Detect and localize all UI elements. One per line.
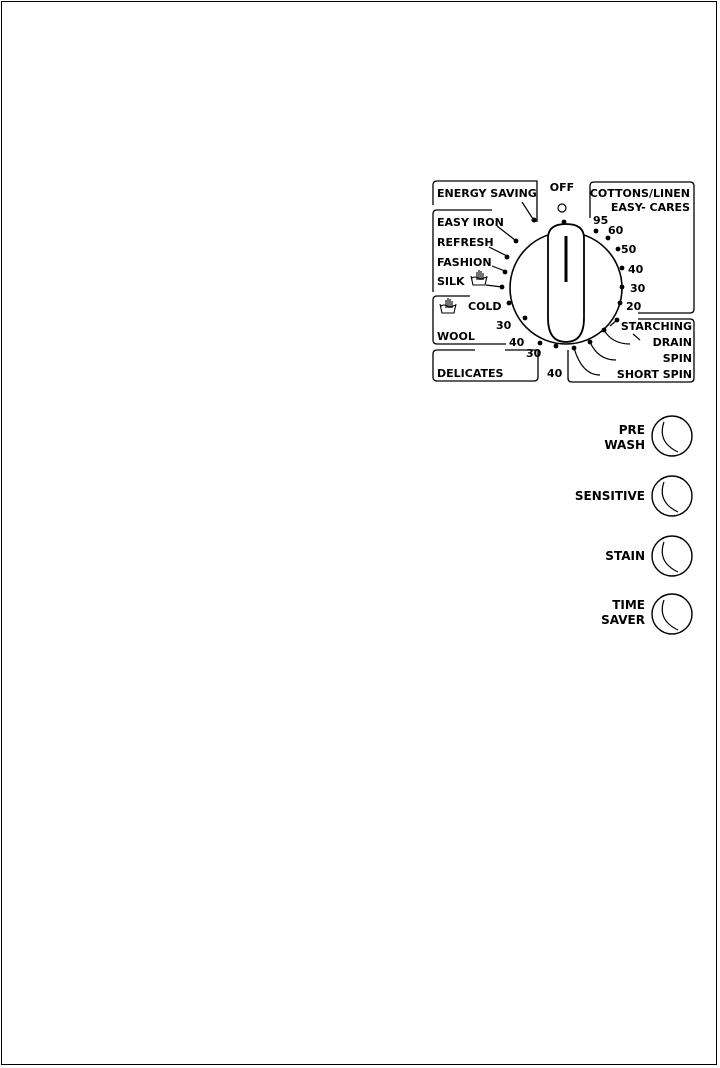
dial-position-dot	[602, 328, 607, 333]
hand-wash-icon	[440, 298, 456, 313]
sensitive-label: SENSITIVE	[574, 489, 645, 503]
dial-position-dot	[620, 285, 625, 290]
program-fashion: FASHION	[437, 256, 492, 269]
dial-position-dot	[620, 266, 625, 271]
option-button-stain[interactable]	[605, 536, 692, 576]
dial-position-dot	[588, 340, 593, 345]
dial-position-dot	[594, 229, 599, 234]
dial-position-dot	[562, 220, 567, 225]
cotton-temp-60: 60	[608, 224, 624, 237]
program-refresh: REFRESH	[437, 236, 494, 249]
cotton-temp-40: 40	[628, 263, 644, 276]
program-silk: SILK	[437, 275, 465, 288]
option-button-sensitive[interactable]	[575, 476, 692, 516]
program-drain: DRAIN	[652, 336, 692, 349]
delicates-label: DELICATES	[437, 367, 504, 380]
option-button-time-saver[interactable]	[601, 594, 692, 634]
dial-position-dot	[505, 255, 510, 260]
program-easy-iron: EASY IRON	[437, 216, 504, 229]
time-saver-button[interactable]	[652, 594, 692, 634]
dial-position-dot	[503, 270, 508, 275]
stain-label: STAIN	[605, 549, 645, 563]
cotton-temp-95: 95	[593, 214, 609, 227]
dial-position-dot	[538, 341, 543, 346]
off-label: OFF	[549, 181, 575, 194]
program-short-spin: SHORT SPIN	[616, 368, 692, 381]
dial-position-dot	[616, 247, 621, 252]
pre-wash-label-1: PRE	[618, 423, 645, 437]
wool-label: WOOL	[437, 330, 475, 343]
dial-position-dot	[523, 316, 528, 321]
program-starching: STARCHING	[620, 320, 692, 333]
off-indicator-ring	[558, 204, 566, 212]
energy-saving-label: ENERGY SAVING	[437, 187, 537, 200]
pre-wash-label-2: WASH	[604, 438, 645, 452]
dial-position-dot	[507, 301, 512, 306]
sensitive-button[interactable]	[652, 476, 692, 516]
dial-position-dot	[554, 344, 559, 349]
stain-button[interactable]	[652, 536, 692, 576]
pre-wash-button[interactable]	[652, 416, 692, 456]
wool-temp-30: 30	[496, 319, 512, 332]
option-button-pre-wash[interactable]	[604, 416, 692, 456]
time-saver-label-2: SAVER	[601, 613, 645, 627]
delicates-temp-40: 40	[547, 367, 563, 380]
dial-position-dot	[572, 346, 577, 351]
program-spin: SPIN	[662, 352, 692, 365]
dial-position-dot	[514, 239, 519, 244]
hand-wash-icon	[471, 270, 487, 285]
dial-position-dot	[618, 301, 623, 306]
dial-position-dot	[532, 218, 537, 223]
cottons-label-1: COTTONS/LINEN	[589, 187, 690, 200]
cotton-temp-50: 50	[621, 243, 637, 256]
cotton-temp-30: 30	[630, 282, 646, 295]
wool-temp-40: 40	[509, 336, 525, 349]
program-cold: COLD	[468, 300, 502, 313]
delicates-temp-30: 30	[526, 347, 542, 360]
cotton-temp-20: 20	[626, 300, 642, 313]
time-saver-label-1: TIME	[612, 598, 645, 612]
cottons-label-2: EASY- CARES	[610, 201, 690, 214]
dial-position-dot	[615, 318, 620, 323]
dial-position-dot	[500, 285, 505, 290]
